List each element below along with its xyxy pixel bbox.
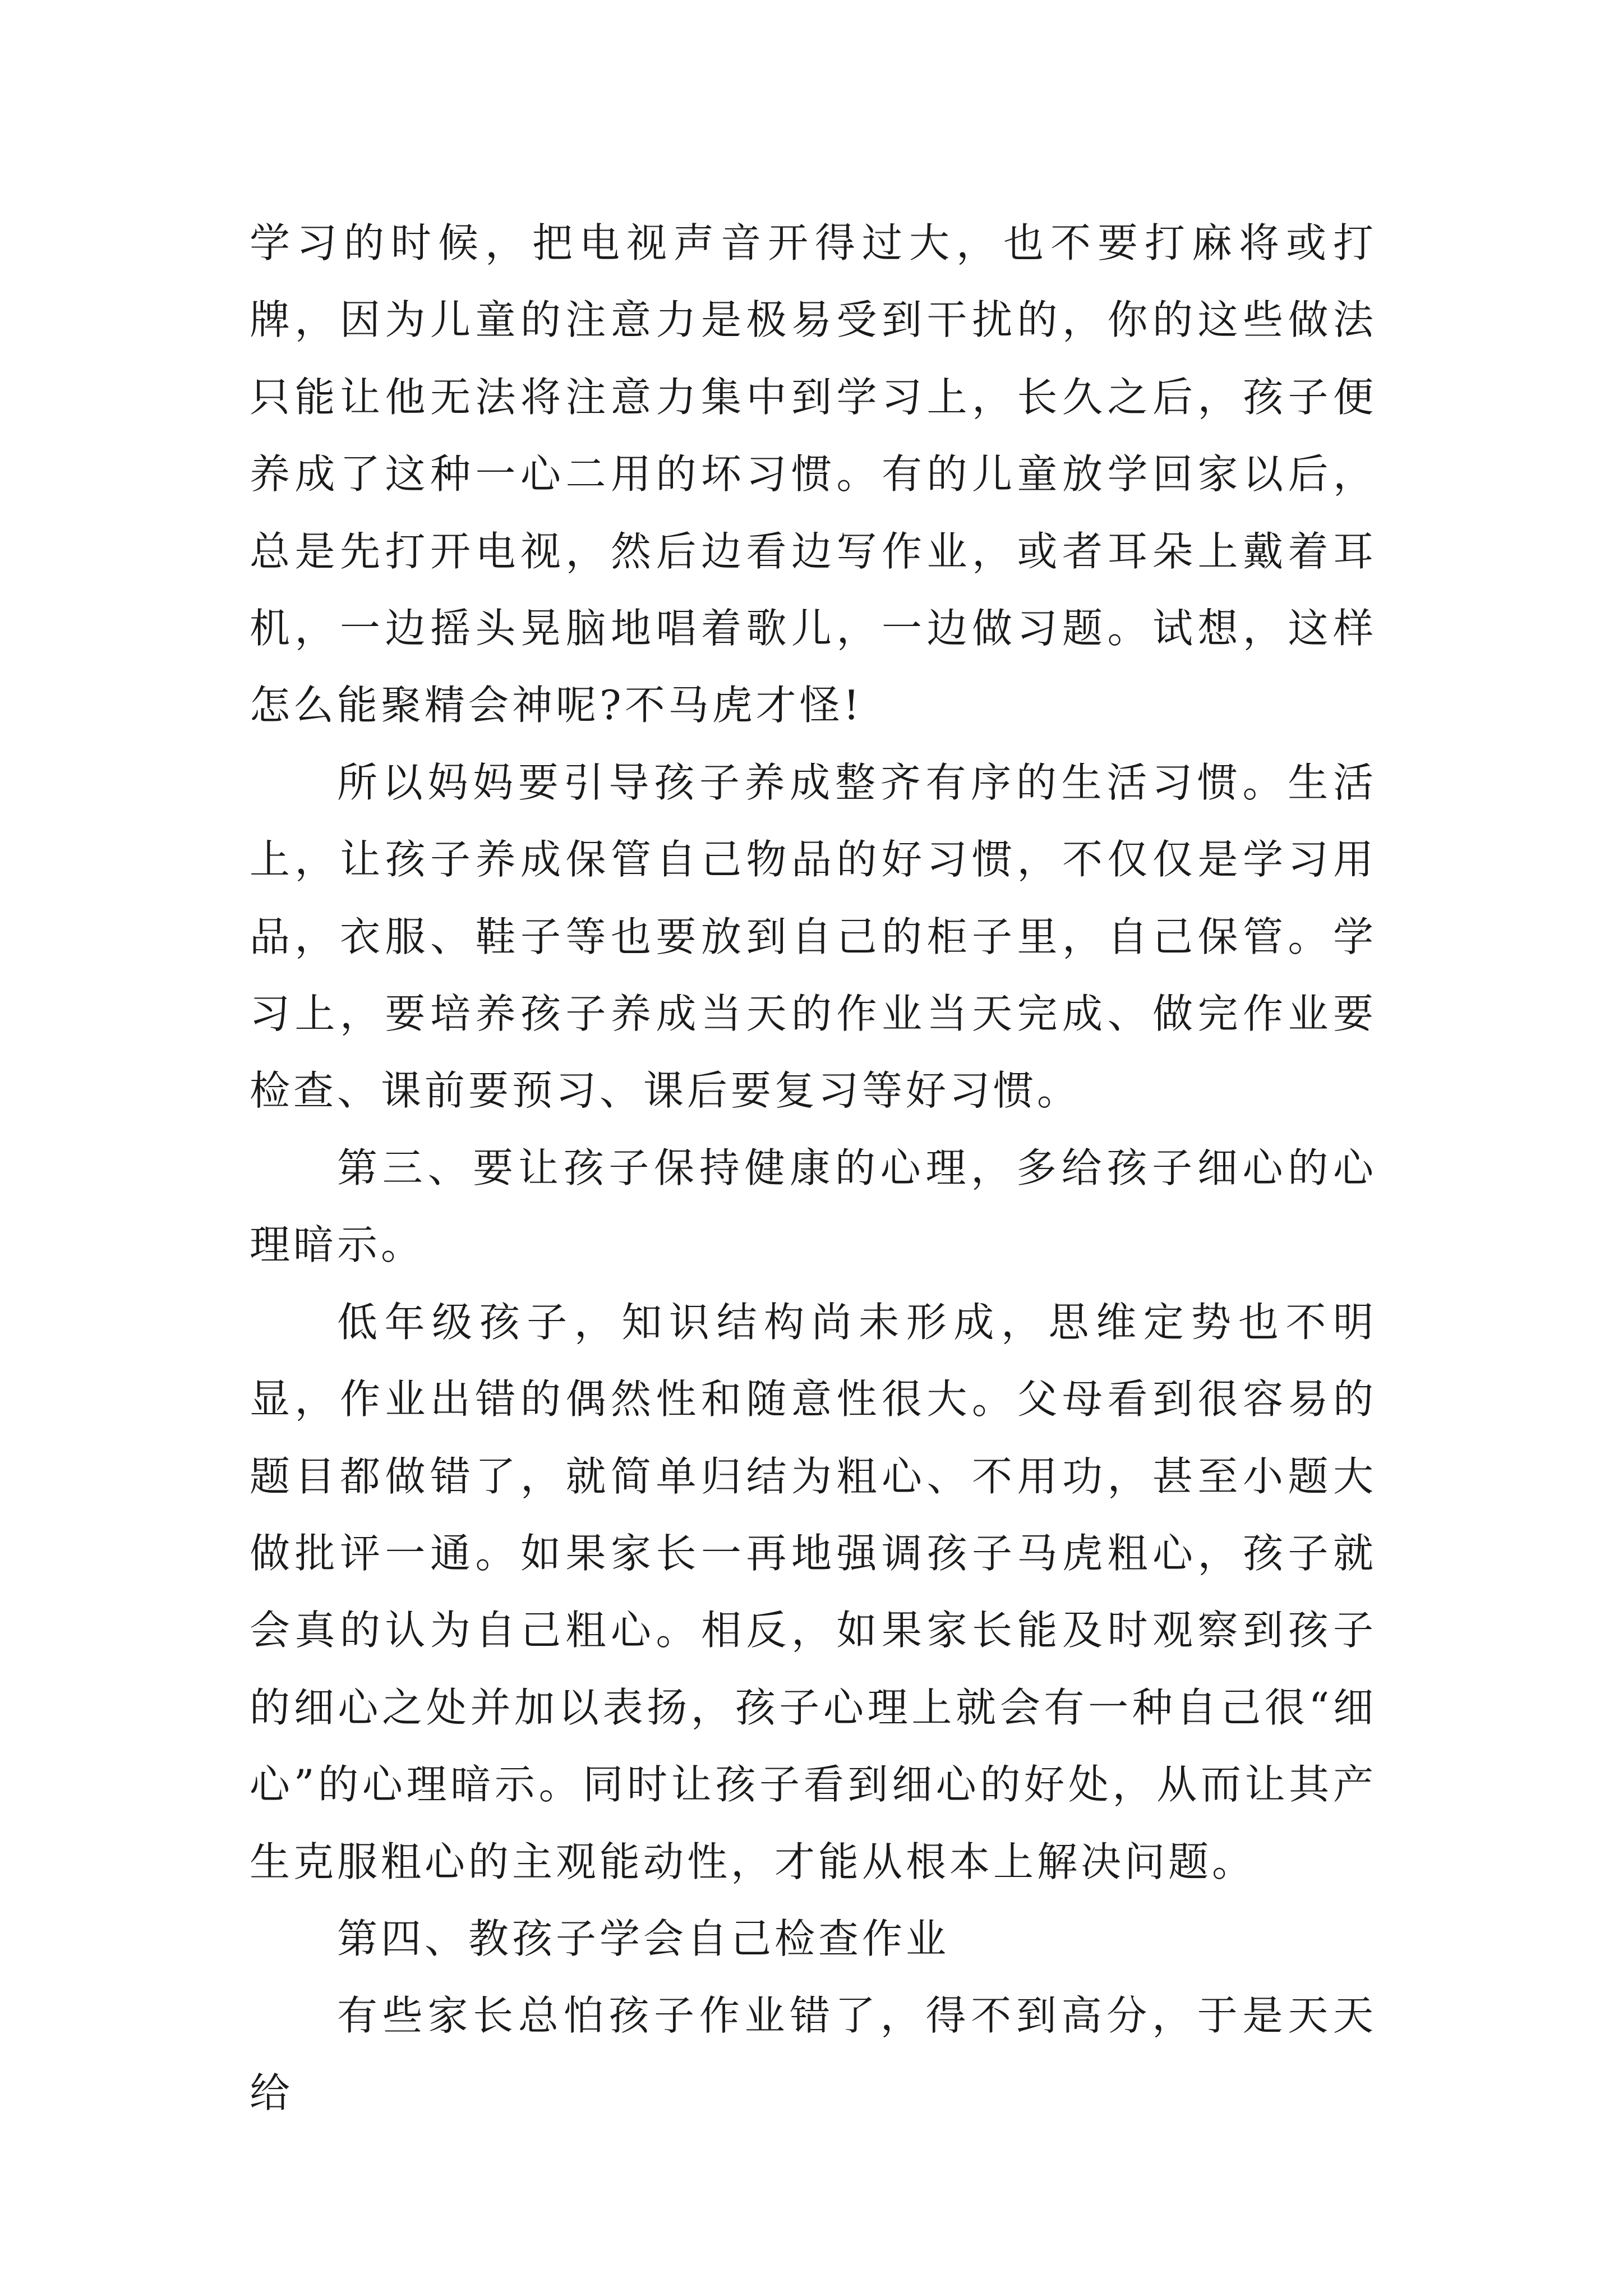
document-body <box>250 205 1377 2132</box>
paragraph-6: 有些家长总怕孩子作业错了，得不到高分，于是天天给 <box>250 1992 1377 2116</box>
paragraph-4: 低年级孩子，知识结构尚未形成，思维定势也不明显，作业出错的偶然性和随意性很大。父母看到很容易的题目都做错了，就简单归结为粗心、不用功，甚至小题大做批评一通。如果家长一再地强调孩子马虎粗心，孩子就会真的认为自己粗心。相反，如果家长能及时观察到孩子的细心之处并加以表扬，孩子心理上就会有一种自己很“细心”的心理暗示。同时让孩子看到细心的好处，从而让其产生克服粗心的主观能动性，才能从根本上解决问题。 <box>250 1298 1377 1885</box>
paragraph-5-heading: 第四、教孩子学会自己检查作业 <box>337 1915 950 1962</box>
paragraph-3-heading: 第三、要让孩子保持健康的心理，多给孩子细心的心理暗示。 <box>250 1144 1377 1269</box>
paragraph-2: 所以妈妈要引导孩子养成整齐有序的生活习惯。生活上，让孩子养成保管自己物品的好习惯，不仅仅是学习用品，衣服、鞋子等也要放到自己的柜子里，自己保管。学习上，要培养孩子养成当天的作业当天完成、做完作业要检查、课前要预习、课后要复习等好习惯。 <box>250 758 1377 1115</box>
paragraph-1: 学习的时候，把电视声音开得过大，也不要打麻将或打牌，因为儿童的注意力是极易受到干扰的，你的这些做法只能让他无法将注意力集中到学习上，长久之后，孩子便养成了这种一心二用的坏习惯。有的儿童放学回家以后，总是先打开电视，然后边看边写作业，或者耳朵上戴着耳机，一边摇头晃脑地唱着歌儿，一边做习题。试想，这样怎么能聚精会神呢?不马虎才怪! <box>250 219 1377 729</box>
